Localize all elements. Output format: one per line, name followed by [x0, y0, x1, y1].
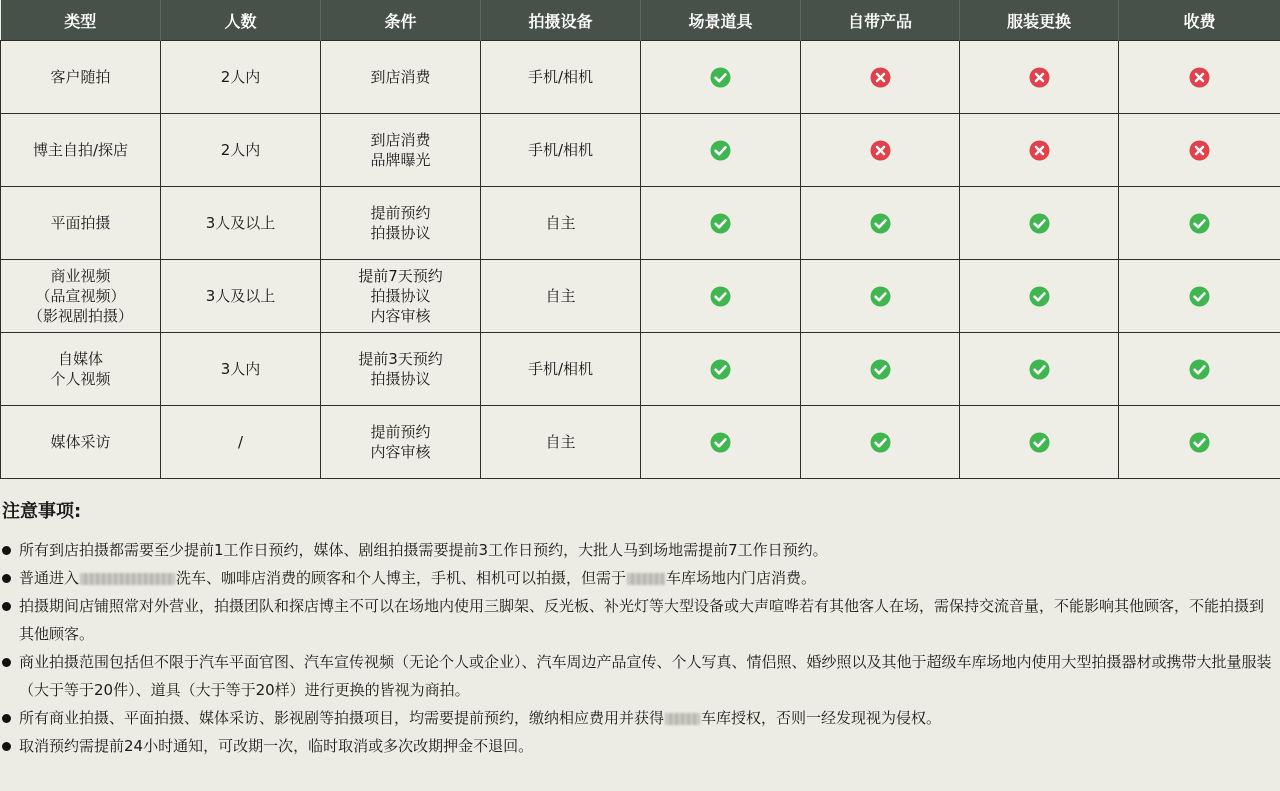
- cell-device: 自主: [481, 260, 641, 333]
- cell-fee: [1119, 187, 1280, 260]
- cell-own-products: [801, 114, 960, 187]
- note-item: [0, 732, 1280, 760]
- cell-fee: [1119, 114, 1280, 187]
- note-text: 车库场地内门店消费。: [666, 569, 817, 587]
- notes-list: [0, 536, 1280, 760]
- cell-type: [1, 114, 161, 187]
- cell-type: [1, 406, 161, 479]
- check-circle-icon: [870, 286, 891, 307]
- check-circle-icon: [710, 432, 731, 453]
- check-circle-icon: [710, 67, 731, 88]
- check-circle-icon: [1189, 432, 1210, 453]
- note-text: 拍摄期间店铺照常对外营业，拍摄团队和探店博主不可以在场地内使用三脚架、反光板、补光灯等大型设备或大声喧哗若有其他客人在场，需保持交流音量，不能影响其他顾客，不能拍摄到其他顾客。: [19, 597, 1265, 643]
- table-row: [1, 114, 1280, 187]
- table-row: [1, 187, 1280, 260]
- note-text: 所有到店拍摄都需要至少提前1工作日预约，媒体、剧组拍摄需要提前3工作日预约，大批人马到场地需提前7工作日预约。: [19, 541, 828, 559]
- cell-condition-line: 拍摄协议: [370, 224, 431, 242]
- cell-condition-line: 提前3天预约: [358, 350, 443, 368]
- cross-circle-icon: [1029, 140, 1050, 161]
- cell-costume-change: [960, 187, 1119, 260]
- bullet-icon: [2, 602, 11, 611]
- redacted-name: [80, 573, 175, 585]
- cell-own-products: [801, 406, 960, 479]
- bullet-icon: [2, 742, 11, 751]
- notes-section: [0, 500, 1280, 760]
- cell-condition: [321, 114, 481, 187]
- cell-type-line: 博主自拍/探店: [32, 141, 129, 159]
- cell-type-line: 自媒体: [57, 350, 103, 368]
- bullet-icon: [2, 714, 11, 723]
- cell-costume-change: [960, 41, 1119, 114]
- cell-type-line: 商业视频: [50, 267, 111, 285]
- cell-type: [1, 333, 161, 406]
- note-item: [0, 704, 1280, 732]
- cell-fee: [1119, 41, 1280, 114]
- cell-condition-line: 到店消费: [370, 68, 431, 86]
- header-props: 场景道具: [641, 0, 801, 41]
- cross-circle-icon: [1189, 67, 1210, 88]
- check-circle-icon: [710, 286, 731, 307]
- cell-device: 手机/相机: [481, 41, 641, 114]
- check-circle-icon: [1189, 213, 1210, 234]
- cell-costume-change: [960, 406, 1119, 479]
- cell-condition-line: 提前7天预约: [358, 267, 443, 285]
- bullet-icon: [2, 658, 11, 667]
- cell-device: 自主: [481, 187, 641, 260]
- cell-props: [641, 406, 801, 479]
- cell-own-products: [801, 187, 960, 260]
- table-body: [1, 41, 1280, 479]
- note-text: 商业拍摄范围包括但不限于汽车平面官图、汽车宣传视频（无论个人或企业）、汽车周边产品宣传、个人写真、情侣照、婚纱照以及其他于超级车库场地内使用大型拍摄器材或携带大批量服装（大于等于20件）、道具（大于等于20样）进行更换的皆视为商拍。: [19, 653, 1272, 699]
- table-row: [1, 406, 1280, 479]
- cell-props: [641, 260, 801, 333]
- cell-type: [1, 187, 161, 260]
- check-circle-icon: [710, 140, 731, 161]
- cell-condition: [321, 41, 481, 114]
- cell-people: 2人内: [161, 41, 321, 114]
- notes-title: 注意事项:: [2, 501, 82, 522]
- table-row: [1, 41, 1280, 114]
- header-people: 人数: [161, 0, 321, 41]
- check-circle-icon: [1029, 286, 1050, 307]
- cell-costume-change: [960, 333, 1119, 406]
- check-circle-icon: [1029, 213, 1050, 234]
- check-circle-icon: [1029, 432, 1050, 453]
- cell-type-line: （品宣视频）: [35, 287, 126, 305]
- cell-condition-line: 到店消费: [370, 131, 431, 149]
- cell-condition-line: 内容审核: [370, 443, 431, 461]
- check-circle-icon: [710, 359, 731, 380]
- table-row: [1, 333, 1280, 406]
- cell-fee: [1119, 260, 1280, 333]
- cell-people: 3人内: [161, 333, 321, 406]
- redacted-name: [665, 713, 700, 725]
- note-text: 洗车、咖啡店消费的顾客和个人博主，手机、相机可以拍摄，但需于: [176, 569, 627, 587]
- note-text: 所有商业拍摄、平面拍摄、媒体采访、影视剧等拍摄项目，均需要提前预约，缴纳相应费用并获得: [19, 709, 665, 727]
- cell-condition-line: 提前预约: [370, 204, 431, 222]
- check-circle-icon: [870, 432, 891, 453]
- cell-type-line: （影视剧拍摄）: [27, 307, 133, 325]
- table-row: [1, 260, 1280, 333]
- header-type: 类型: [1, 0, 161, 41]
- cell-type-line: 个人视频: [50, 370, 111, 388]
- cell-props: [641, 114, 801, 187]
- check-circle-icon: [870, 359, 891, 380]
- cell-condition-line: 品牌曝光: [370, 151, 431, 169]
- table-header-row: [1, 0, 1280, 41]
- cell-people: 3人及以上: [161, 187, 321, 260]
- cell-condition-line: 提前预约: [370, 423, 431, 441]
- cell-people: /: [161, 406, 321, 479]
- cross-circle-icon: [870, 140, 891, 161]
- cell-condition-line: 拍摄协议: [370, 287, 431, 305]
- cell-condition: [321, 260, 481, 333]
- cell-condition: [321, 333, 481, 406]
- cell-props: [641, 187, 801, 260]
- cell-type-line: 媒体采访: [50, 433, 111, 451]
- cell-condition-line: 拍摄协议: [370, 370, 431, 388]
- check-circle-icon: [1189, 286, 1210, 307]
- check-circle-icon: [710, 213, 731, 234]
- cell-condition: [321, 187, 481, 260]
- cell-type: [1, 260, 161, 333]
- cell-device: 手机/相机: [481, 333, 641, 406]
- cross-circle-icon: [870, 67, 891, 88]
- cell-own-products: [801, 41, 960, 114]
- cell-device: 自主: [481, 406, 641, 479]
- cell-props: [641, 333, 801, 406]
- cross-circle-icon: [1189, 140, 1210, 161]
- cell-type: [1, 41, 161, 114]
- cell-type-line: 客户随拍: [50, 68, 111, 86]
- note-text: 普通进入: [19, 569, 80, 587]
- bullet-icon: [2, 546, 11, 555]
- cell-own-products: [801, 260, 960, 333]
- note-text: 取消预约需提前24小时通知，可改期一次，临时取消或多次改期押金不退回。: [19, 737, 534, 755]
- cell-people: 2人内: [161, 114, 321, 187]
- note-item: [0, 648, 1280, 704]
- cell-device: 手机/相机: [481, 114, 641, 187]
- cell-type-line: 平面拍摄: [50, 214, 111, 232]
- cross-circle-icon: [1029, 67, 1050, 88]
- cell-costume-change: [960, 260, 1119, 333]
- check-circle-icon: [1029, 359, 1050, 380]
- cell-props: [641, 41, 801, 114]
- header-condition: 条件: [321, 0, 481, 41]
- bullet-icon: [2, 574, 11, 583]
- note-item: [0, 536, 1280, 564]
- check-circle-icon: [870, 213, 891, 234]
- cell-costume-change: [960, 114, 1119, 187]
- cell-condition-line: 内容审核: [370, 307, 431, 325]
- check-circle-icon: [1189, 359, 1210, 380]
- redacted-name: [627, 573, 665, 585]
- header-fee: 收费: [1119, 0, 1280, 41]
- cell-fee: [1119, 333, 1280, 406]
- header-own-products: 自带产品: [801, 0, 960, 41]
- cell-fee: [1119, 406, 1280, 479]
- note-text: 车库授权，否则一经发现视为侵权。: [701, 709, 942, 727]
- cell-condition: [321, 406, 481, 479]
- note-item: [0, 564, 1280, 592]
- cell-people: 3人及以上: [161, 260, 321, 333]
- header-device: 拍摄设备: [481, 0, 641, 41]
- cell-own-products: [801, 333, 960, 406]
- note-item: [0, 592, 1280, 648]
- header-costume-change: 服装更换: [960, 0, 1119, 41]
